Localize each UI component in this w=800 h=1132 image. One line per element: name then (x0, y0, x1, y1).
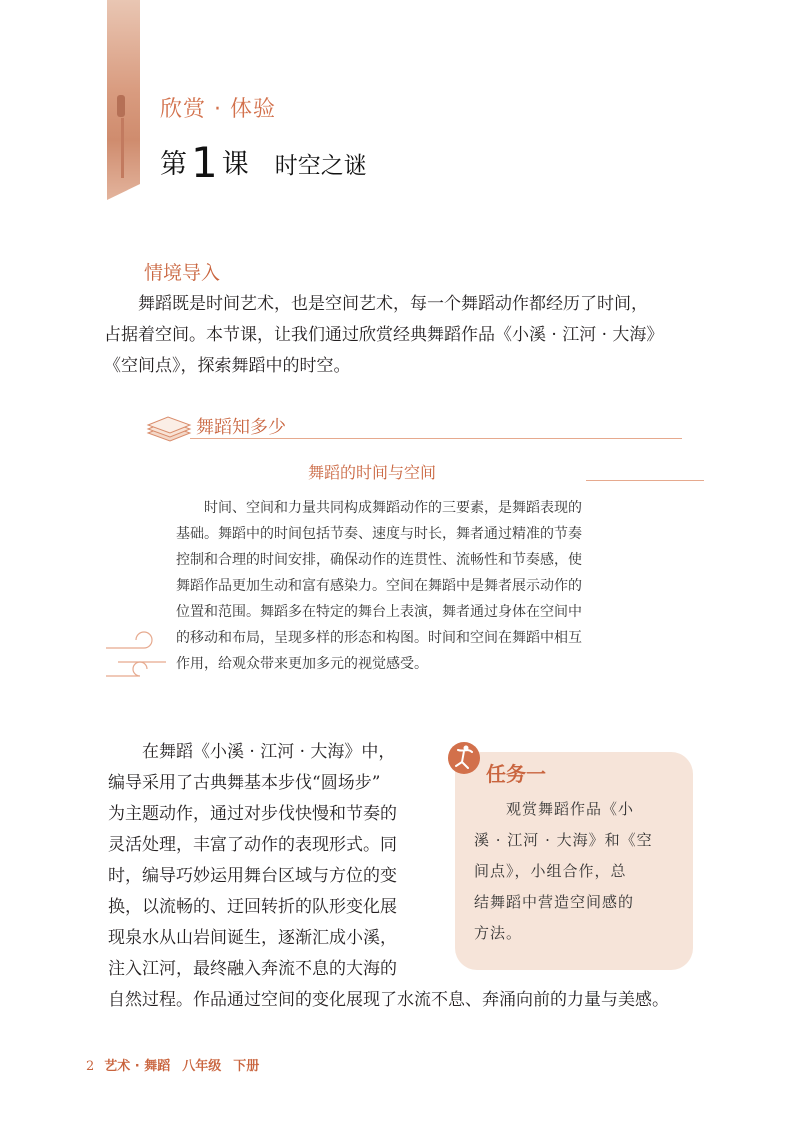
body-line: 为主题动作，通过对步伐快慢和节奏的 (108, 804, 397, 824)
task-line: 溪 · 江河 · 大海》和《空 (474, 831, 653, 849)
intro-paragraph (104, 289, 696, 382)
corner-photo-image (107, 0, 140, 200)
intro-line: 舞蹈既是时间艺术，也是空间艺术，每一个舞蹈动作都经历了时间， (104, 294, 648, 314)
body-line: 控制和合理的时间安排，确保动作的连贯性、流畅性和节奏感，使 (176, 552, 582, 568)
task-line: 间点》，小组合作，总 (474, 862, 627, 880)
page-footer (86, 1055, 259, 1074)
book-title: 艺术 · 舞蹈 (104, 1059, 171, 1074)
body-line: 基础。舞蹈中的时间包括节奏、速度与时长，舞者通过精准的节奏 (176, 526, 582, 542)
task-line: 方法。 (474, 924, 523, 942)
intro-heading: 情境导入 (144, 262, 221, 284)
lesson-number: 1 (191, 138, 218, 187)
dance-knowledge-body (176, 495, 616, 677)
task-body (474, 794, 684, 949)
divider-line (190, 438, 682, 439)
grade-label: 八年级 (182, 1059, 222, 1074)
body-line: 换，以流畅的、迂回转折的队形变化展 (108, 897, 397, 917)
body-line: 在舞蹈《小溪 · 江河 · 大海》中， (108, 742, 396, 762)
body-line: 时，编导巧妙运用舞台区域与方位的变 (108, 866, 397, 886)
section-tag: 欣赏 · 体验 (160, 97, 276, 122)
body-line: 自然过程。作品通过空间的变化展现了水流不息、奔涌向前的力量与美感。 (108, 990, 669, 1010)
page-number: 2 (86, 1059, 95, 1074)
lesson-title (160, 138, 367, 187)
body-line: 作用，给观众带来更加多元的视觉感受。 (176, 656, 428, 672)
lesson-prefix: 第 (160, 149, 187, 180)
dancer-figure (117, 95, 125, 117)
lesson-suffix: 课 (221, 149, 249, 180)
divider-line (586, 480, 704, 481)
task-line: 结舞蹈中营造空间感的 (474, 893, 635, 911)
dance-knowledge-heading: 舞蹈知多少 (196, 417, 286, 438)
body-line: 时间、空间和力量共同构成舞蹈动作的三要素，是舞蹈表现的 (176, 500, 582, 516)
body-line: 位置和范围。舞蹈多在特定的舞台上表演，舞者通过身体在空间中 (176, 604, 582, 620)
stacked-books-icon (146, 415, 192, 445)
body-line: 现泉水从山岩间诞生，逐渐汇成小溪， (108, 928, 397, 948)
dance-knowledge-subtitle: 舞蹈的时间与空间 (308, 463, 437, 482)
dancer-figure-skirt (121, 118, 124, 178)
body-line: 编导采用了古典舞基本步伐“圆场步” (108, 773, 381, 793)
intro-line: 《空间点》，探索舞蹈中的时空。 (104, 356, 351, 376)
task-title: 任务一 (486, 762, 546, 786)
cloud-swirl-decoration (104, 628, 174, 688)
lesson-name: 时空之谜 (274, 153, 367, 179)
body-line: 灵活处理，丰富了动作的表现形式。同 (108, 835, 397, 855)
body-line: 注入江河，最终融入奔流不息的大海的 (108, 959, 397, 979)
body-line: 的移动和布局，呈现多样的形态和构图。时间和空间在舞蹈中相互 (176, 630, 582, 646)
dancer-badge-icon (446, 740, 482, 776)
intro-line: 占据着空间。本节课，让我们通过欣赏经典舞蹈作品《小溪 · 江河 · 大海》 (104, 325, 664, 345)
body-line: 舞蹈作品更加生动和富有感染力。空间在舞蹈中是舞者展示动作的 (176, 578, 582, 594)
volume-label: 下册 (233, 1059, 260, 1074)
task-line: 观赏舞蹈作品《小 (474, 800, 635, 818)
